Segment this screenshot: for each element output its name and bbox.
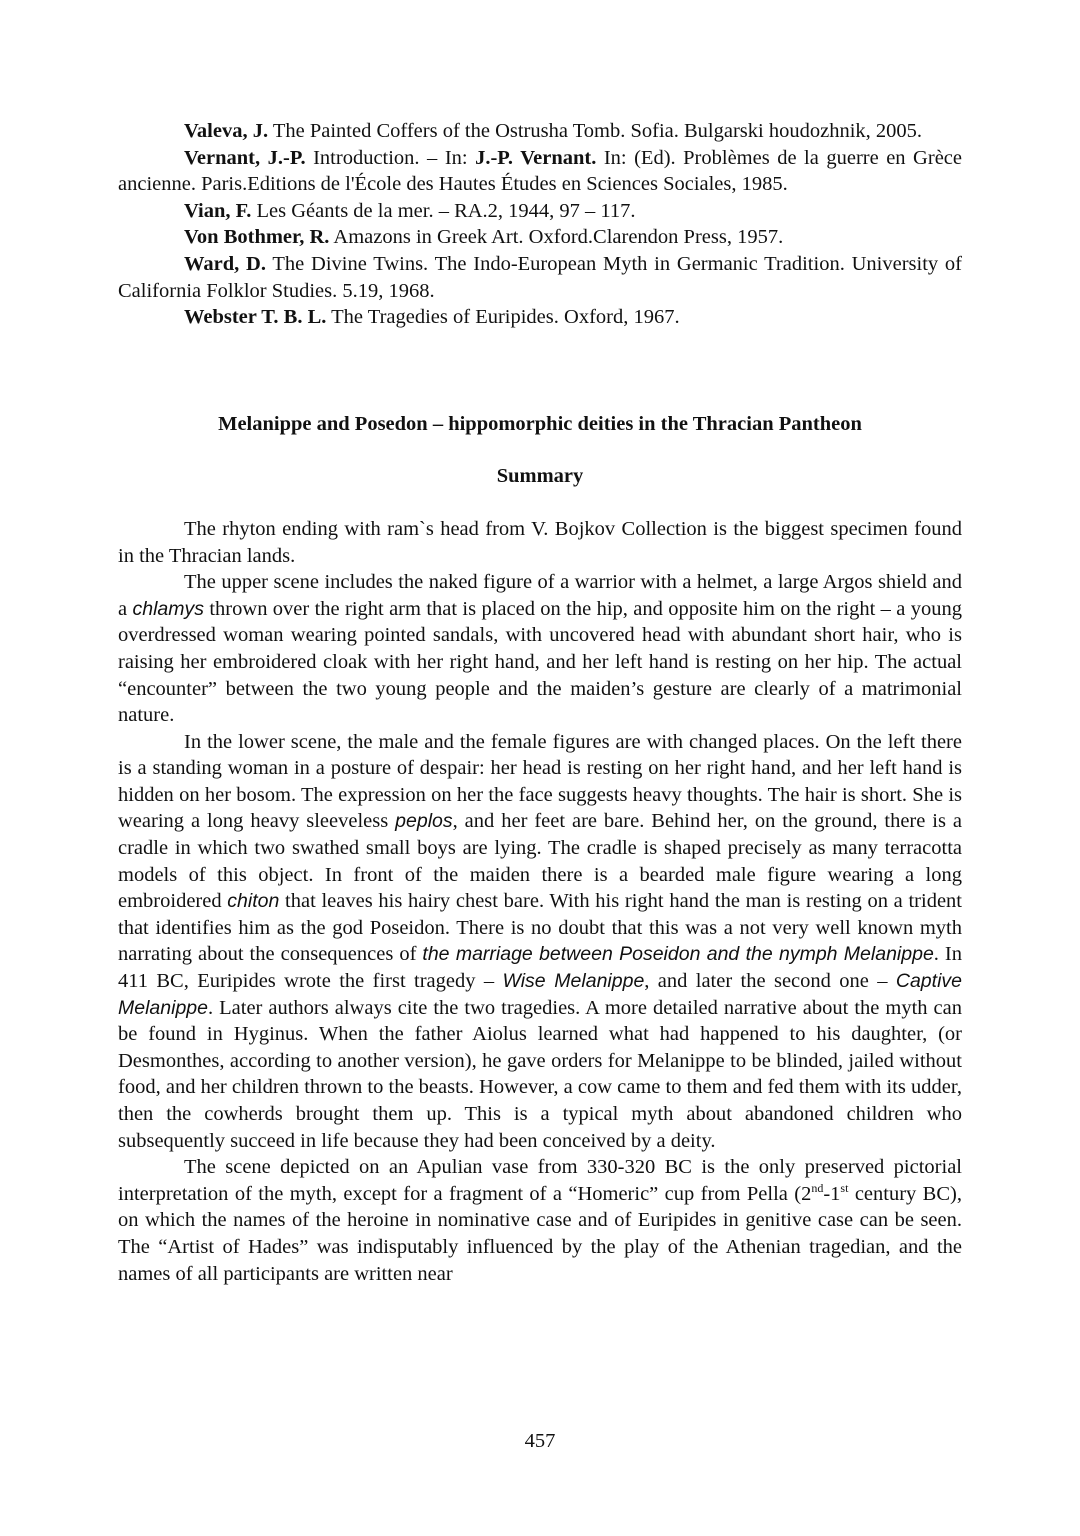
summary-body	[118, 516, 962, 1287]
bib-entry: Valeva, J. The Painted Coffers of the Ostrusha Tomb. Sofia. Bulgarski houdozhnik, 2005.	[184, 120, 923, 142]
summary-heading: Summary	[496, 465, 584, 488]
paragraph: The scene depicted on an Apulian vase from 330-320 BC is the only preserved pictorial interpretation of the myth, except for a fragment of a “Homeric” cup from Pella (2nd-1st century BC), on which the names of the heroine in nominative case and of Euripides in genitive case can be seen. The “Artist of Hades” was indisputably influenced by the play of the Athenian tragedian, and the names of all participants are written near	[118, 1156, 962, 1285]
page-number: 457	[524, 1430, 556, 1452]
bib-entry: Von Bothmer, R. Amazons in Greek Art. Oxford.Clarendon Press, 1957.	[184, 226, 784, 249]
paragraph: The rhyton ending with ram`s head from V. Bojkov Collection is the biggest specimen found in the Thracian lands.	[118, 517, 962, 567]
paragraph: In the lower scene, the male and the female figures are with changed places. On the left there is a standing woman in a posture of despair: her head is resting on her right hand, and her left hand is hidden on her bosom. The expression on her the face suggests heavy thoughts. The hair is short. She is wearing a long heavy sleeveless peplos, and her feet are bare. Behind her, on the ground, there is a cradle in which two swathed small boys are lying. The cradle is shaped precisely as many terracotta models of this object. In front of the maiden there is a bearded male figure wearing a long embroidered chiton that leaves his hairy chest bare. With his right hand the man is resting on a trident that identifies him as the god Poseidon. There is no doubt that this was a not very well known myth narrating about the consequences of the marriage between Poseidon and the nymph Melanippe. In 411 BC, Euripides wrote the first tragedy – Wise Melanippe, and later the second one – Captive Melanippe. Later authors always cite the two tragedies. A more detailed narrative about the myth can be found in Hyginus. When the father Aiolus learned what had happened to his daughter, (or Desmonthes, according to another version), he gave orders for Melanippe to be blinded, jailed without food, and her children thrown to the beasts. However, a cow came to them and fed them with its udder, then the cowherds brought them up. This is a typical myth about abandoned children who subsequently succeed in life because they had been conceived by a deity.	[118, 730, 963, 1152]
bib-entry: Vernant, J.-P. Introduction. – In: J.-P. Vernant. In: (Ed). Problèmes de la guerre en Grèce ancienne. Paris.Editions de l'École des Hautes Études en Sciences Sociales, 1985.	[118, 146, 962, 196]
bibliography-list	[118, 118, 962, 331]
bib-entry: Vian, F. Les Géants de la mer. – RA.2, 1944, 97 – 117.	[184, 199, 636, 222]
bib-entry: Ward, D. The Divine Twins. The Indo-European Myth in Germanic Tradition. University of California Folklor Studies. 5.19, 1968.	[118, 252, 962, 302]
bib-entry: Webster T. B. L. The Tragedies of Euripides. Oxford, 1967.	[184, 306, 680, 329]
paragraph: The upper scene includes the naked figure of a warrior with a helmet, a large Argos shield and a chlamys thrown over the right arm that is placed on the hip, and opposite him on the right – a young overdressed woman wearing pointed sandals, with uncovered head with abundant short hair, who is raising her embroidered cloak with her right hand, and her left hand is resting on her hip. The actual “encounter” between the two young people and the maiden’s gesture are clearly of a matrimonial nature.	[118, 571, 962, 727]
article-title: Melanippe and Posedon – hippomorphic deities in the Thracian Pantheon	[218, 412, 862, 435]
page-body	[118, 118, 962, 1287]
